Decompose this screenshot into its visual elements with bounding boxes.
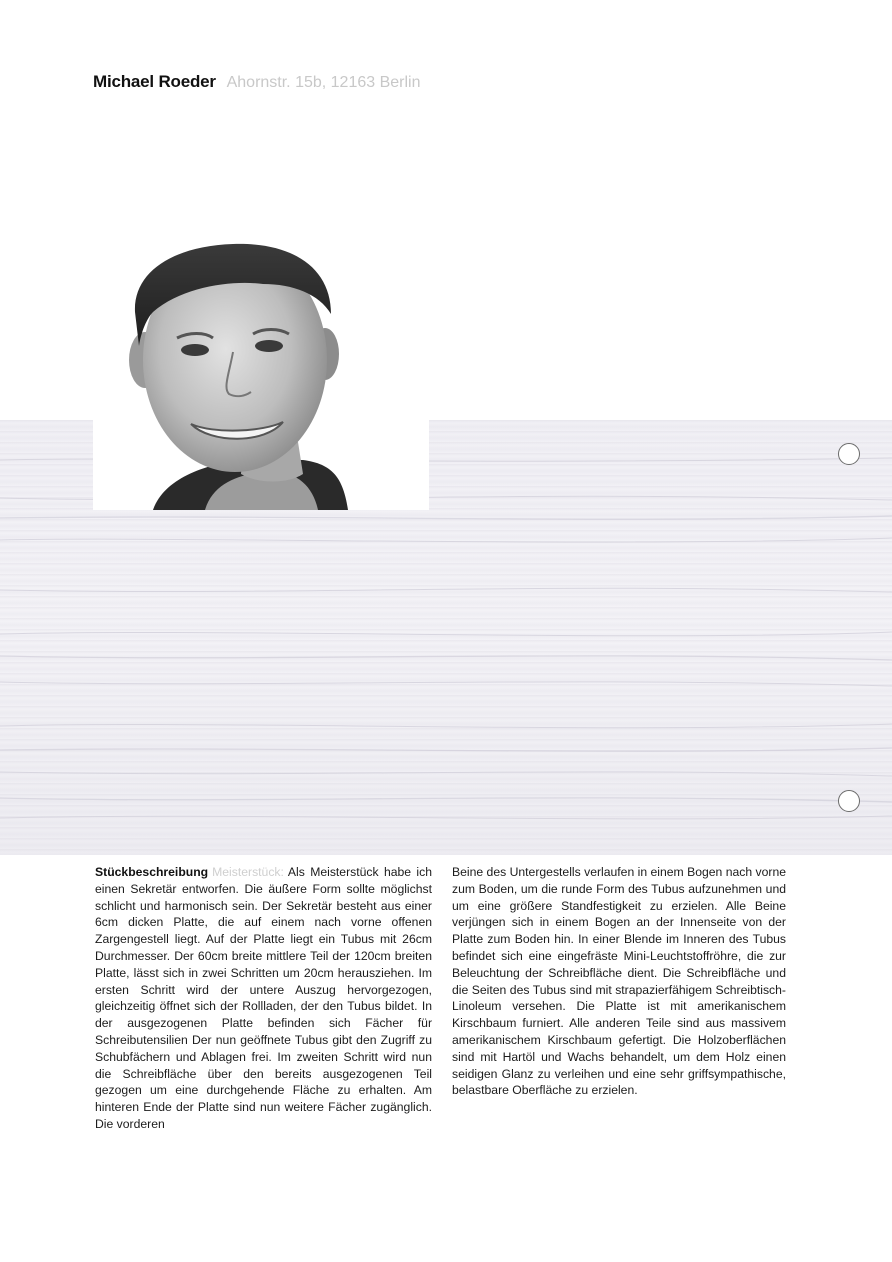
description-text-left: Als Meisterstück habe ich einen Sekretär entworfen. Die äußere Form sollte möglichst schlicht und harmonisch sein. Der Sekretär besteht aus einer 6cm dicken Platte, die auf einem nach vorne offenen Zargengestell liegt. Auf der Platte liegt ein Tubus mit 26cm Durchmesser. Der 60cm breite mittlere Teil der 120cm breiten Platte, lässt sich in zwei Schritten um 20cm herausziehen. Im ersten Schritt wird der untere Auszug hervorgezogen, gleichzeitig öffnet sich der Rollladen, der den Tubus bildet. In der ausgezogenen Platte befinden sich Fächer für Schreibutensilien Der nun geöffnete Tubus gibt den Zugriff zu Schubfächern und Ablagen frei. Im zweiten Schritt wird nun die Schreibfläche über den bereits ausgezogenen Teil gezogen um eine durchgehende Fläche zu erhalten. Am hinteren Ende der Platte sind nun weitere Fächer zugänglich. Die vorderen xyxy=(95,865,432,1131)
binder-hole-bottom xyxy=(838,790,860,812)
description-column-left xyxy=(95,864,432,1133)
author-name: Michael Roeder xyxy=(93,72,216,91)
description-label: Stückbeschreibung xyxy=(95,865,209,879)
description-column-right xyxy=(452,864,786,1099)
portrait-photo xyxy=(93,242,429,510)
author-address: Ahornstr. 15b, 12163 Berlin xyxy=(226,74,421,91)
description-sublabel: Meisterstück: xyxy=(212,865,284,879)
description-text-right: Beine des Untergestells verlaufen in einem Bogen nach vorne zum Boden, um die runde Form des Tubus aufzunehmen und um eine größere Standfestigkeit zu erzielen. Alle Beine verjüngen sich in einem Bogen an der Innenseite von der Platte zum Boden hin. In einer Blende im Inneren des Tubus befindet sich eine eingefräste Mini-Leuchtstoffröhre, die zur Beleuchtung der Schreibfläche dient. Die Schreibfläche und die Seiten des Tubus sind mit strapazierfähigem Schreibtisch-Linoleum versehen. Die Platte ist mit amerikanischem Kirschbaum furniert. Alle anderen Teile sind aus massivem amerikanischem Kirschbaum gefertigt. Die Holzoberflächen sind mit Hartöl und Wachs behandelt, um dem Holz einen seidigen Glanz zu verleihen und eine sehr griffsympathische, belastbare Oberfläche zu erzielen. xyxy=(452,865,787,1098)
binder-hole-top xyxy=(838,443,860,465)
page-header xyxy=(93,72,421,92)
